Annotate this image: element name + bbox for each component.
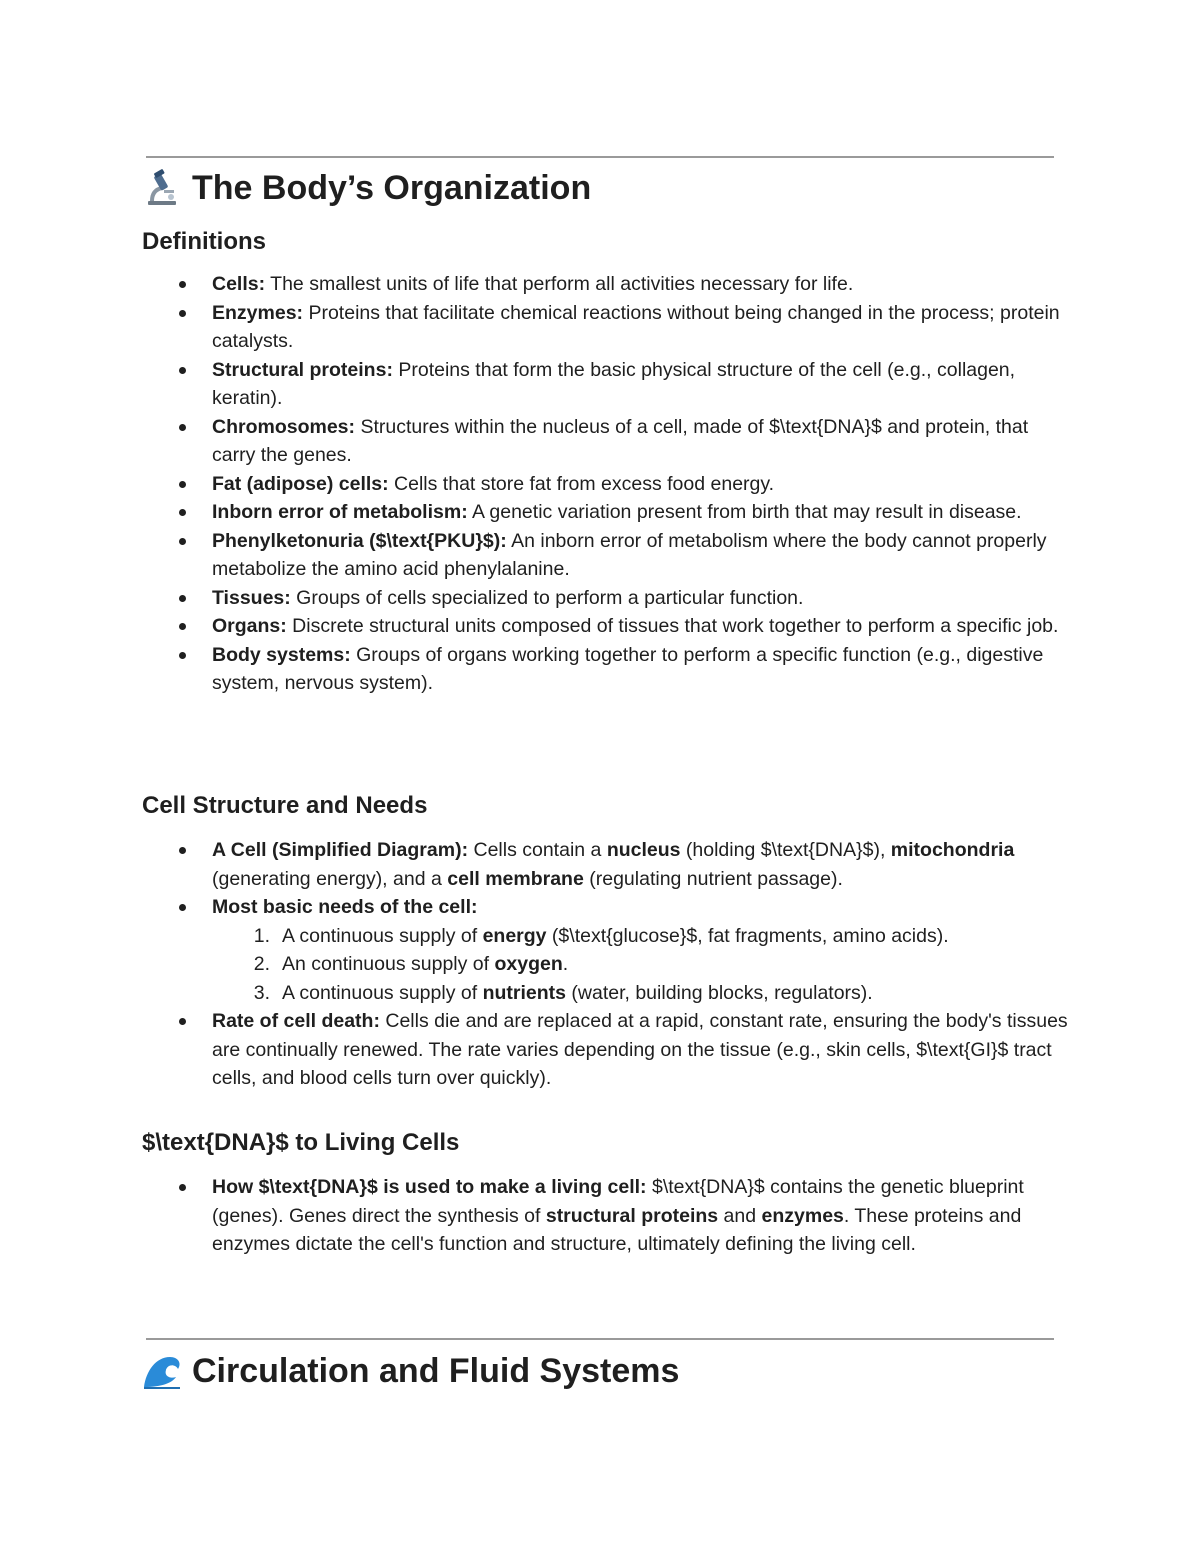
bold-run: structural proteins xyxy=(545,1204,719,1227)
horizontal-rule xyxy=(146,156,1054,158)
bullet-icon xyxy=(179,424,186,431)
term: Body systems: xyxy=(212,643,351,666)
bullet-icon xyxy=(179,1018,186,1025)
list-item xyxy=(142,270,1072,299)
definition: The smallest units of life that perform all activities necessary for life. xyxy=(265,273,854,295)
list-item xyxy=(142,584,1072,613)
bullet-icon xyxy=(179,595,186,602)
list-item xyxy=(142,836,1072,893)
bullet-icon xyxy=(179,904,186,911)
text-run: and xyxy=(718,1204,762,1227)
text-run: A continuous supply of xyxy=(282,981,483,1004)
text-run: An continuous supply of xyxy=(282,953,495,975)
definition: Discrete structural units composed of tissues that work together to perform a specific job. xyxy=(286,615,1059,637)
dna-list xyxy=(142,1173,1072,1259)
bullet-icon xyxy=(179,652,186,659)
term: How $\text{DNA}$ is used to make a living cell: xyxy=(212,1176,647,1198)
bold-run: cell membrane xyxy=(447,867,584,890)
bold-run: energy xyxy=(482,924,547,947)
definition: Proteins that facilitate chemical reactions without being changed in the process; protein catalysts. xyxy=(212,301,1060,352)
text-run: (holding $\text{DNA}$), xyxy=(680,839,891,861)
term: Enzymes: xyxy=(212,301,304,324)
bullet-icon xyxy=(179,310,186,317)
list-item xyxy=(142,1007,1072,1093)
definition: Structures within the nucleus of a cell, made of $\text{DNA}$ and protein, that carry the genes. xyxy=(212,415,1029,466)
microscope-icon xyxy=(142,168,182,208)
definition: Groups of cells specialized to perform a particular function. xyxy=(290,586,804,609)
bullet-icon xyxy=(179,281,186,288)
list-item xyxy=(142,527,1072,584)
text-run: . xyxy=(562,953,569,975)
bullet-icon xyxy=(179,847,186,854)
bullet-icon xyxy=(179,538,186,545)
list-item xyxy=(142,413,1072,470)
list-item xyxy=(142,612,1072,641)
bullet-icon xyxy=(179,481,186,488)
list-item xyxy=(142,356,1072,413)
term: Chromosomes: xyxy=(212,415,356,438)
term: Inborn error of metabolism: xyxy=(212,501,468,523)
term: Cells: xyxy=(212,273,266,295)
wave-icon xyxy=(142,1351,182,1391)
section-title-body-organization xyxy=(142,168,591,208)
section-title-text: Circulation and Fluid Systems xyxy=(192,1352,680,1390)
list-item xyxy=(142,1173,1072,1259)
bold-run: nutrients xyxy=(482,981,566,1004)
numbered-item xyxy=(142,979,1072,1008)
bold-run: enzymes xyxy=(761,1204,844,1227)
numbered-item xyxy=(142,950,1072,979)
section-title-text: The Body’s Organization xyxy=(192,169,592,207)
item-number: 1. xyxy=(253,924,270,947)
bold-run: oxygen xyxy=(494,953,563,975)
definition: A genetic variation present from birth that may result in disease. xyxy=(467,501,1022,523)
bullet-icon xyxy=(179,1184,186,1191)
bullet-icon xyxy=(179,509,186,516)
text-run: . These proteins and enzymes dictate the cell's function and structure, ultimately defining the living cell. xyxy=(212,1204,1022,1255)
term: Organs: xyxy=(212,615,287,637)
dna-heading: $\text{DNA}$ to Living Cells xyxy=(142,1129,460,1156)
cell-structure-list xyxy=(142,836,1072,1093)
bullet-icon xyxy=(179,623,186,630)
definition: An inborn error of metabolism where the body cannot properly metabolize the amino acid phenylalanine. xyxy=(212,529,1047,580)
definitions-list xyxy=(142,270,1072,698)
text-run: (water, building blocks, regulators). xyxy=(565,981,873,1004)
term: Phenylketonuria ($\text{PKU}$): xyxy=(212,529,507,552)
term: Structural proteins: xyxy=(212,358,393,381)
list-item xyxy=(142,470,1072,499)
section-title-circulation xyxy=(142,1351,679,1391)
cell-structure-heading: Cell Structure and Needs xyxy=(142,792,428,819)
list-item xyxy=(142,498,1072,527)
text-run: $\text{DNA}$ contains the genetic blueprint (genes). Genes direct the synthesis of xyxy=(212,1176,1024,1227)
text-run: (regulating nutrient passage). xyxy=(583,867,843,890)
item-number: 3. xyxy=(253,981,270,1004)
definition: Cells die and are replaced at a rapid, constant rate, ensuring the body's tissues are continually renewed. The rate varies depending on the tissue (e.g., skin cells, $\text{GI}$ tract cells, and blood cells turn over quickly). xyxy=(212,1010,1068,1089)
bold-run: mitochondria xyxy=(890,839,1015,861)
text-run: ($\text{glucose}$, fat fragments, amino acids). xyxy=(546,924,949,947)
list-item xyxy=(142,893,1072,922)
term: A Cell (Simplified Diagram): xyxy=(212,839,469,861)
bold-run: nucleus xyxy=(606,839,681,861)
text-run: Cells contain a xyxy=(468,839,607,861)
definition: Cells that store fat from excess food energy. xyxy=(388,472,775,495)
horizontal-rule xyxy=(146,1338,1054,1340)
bullet-icon xyxy=(179,367,186,374)
definition: Proteins that form the basic physical structure of the cell (e.g., collagen, keratin). xyxy=(212,358,1016,409)
item-number: 2. xyxy=(253,953,270,975)
list-item xyxy=(142,299,1072,356)
term: Tissues: xyxy=(212,586,291,609)
text-run: (generating energy), and a xyxy=(212,867,448,890)
term: Rate of cell death: xyxy=(212,1010,380,1032)
definition: Groups of organs working together to perform a specific function (e.g., digestive system, nervous system). xyxy=(212,643,1044,694)
term: Fat (adipose) cells: xyxy=(212,472,389,495)
definitions-heading: Definitions xyxy=(142,228,266,255)
text-run: A continuous supply of xyxy=(282,924,483,947)
numbered-item xyxy=(142,922,1072,951)
list-item xyxy=(142,641,1072,698)
term: Most basic needs of the cell: xyxy=(212,896,478,918)
